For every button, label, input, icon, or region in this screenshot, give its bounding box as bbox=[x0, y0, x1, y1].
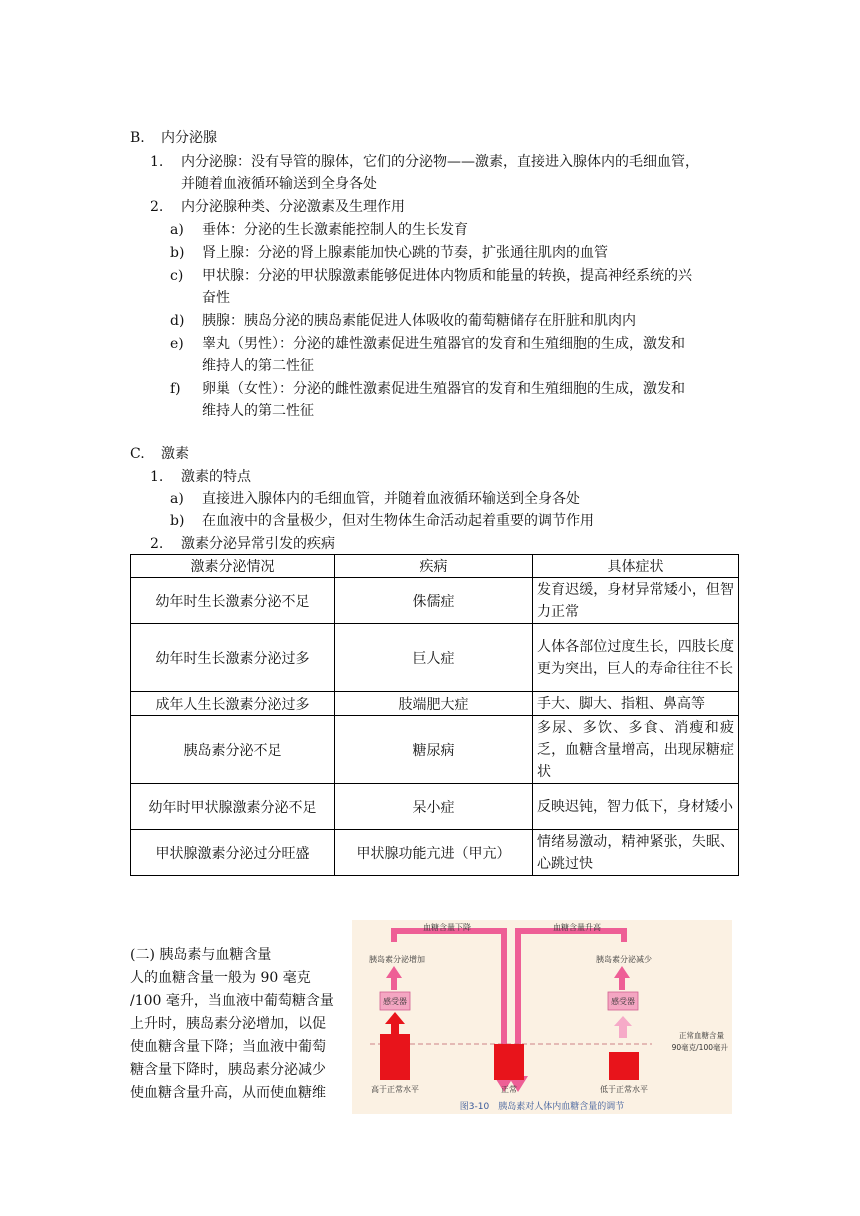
table-row bbox=[131, 578, 739, 624]
table-cell-disease: 巨人症 bbox=[335, 624, 533, 692]
sub-item-e-line-1: 睾丸（男性）：分泌的雄性激素促进生殖器官的发育和生殖细胞的生成，激发和 bbox=[202, 336, 685, 352]
section-b-item-2-num: 2. bbox=[150, 199, 164, 215]
right-column-label: 胰岛素分泌减少 bbox=[596, 955, 652, 964]
insulin-line: 人的血糖含量一般为 90 毫克 bbox=[130, 970, 311, 986]
table-header-row bbox=[131, 555, 739, 578]
insulin-line: /100 毫升，当血液中葡萄糖含量 bbox=[130, 993, 334, 1009]
left-sensor-label: 感受器 bbox=[383, 997, 407, 1006]
insulin-section bbox=[130, 944, 340, 1105]
table-row bbox=[131, 624, 739, 692]
sub-item-f-letter: f) bbox=[170, 381, 181, 397]
table-cell-condition: 成年人生长激素分泌过多 bbox=[131, 692, 335, 716]
table-cell-condition: 甲状腺激素分泌过分旺盛 bbox=[131, 830, 335, 876]
c-sub-item-a-letter: a) bbox=[170, 491, 184, 507]
top-left-label: 血糖含量下降 bbox=[423, 923, 471, 932]
insulin-line: 上升时，胰岛素分泌增加，以促 bbox=[130, 1016, 326, 1032]
table-row bbox=[131, 716, 739, 784]
sub-item-b-letter: b) bbox=[170, 245, 185, 261]
section-b-item-1-num: 1. bbox=[150, 154, 164, 170]
section-c-item-2-text: 激素分泌异常引发的疾病 bbox=[181, 536, 335, 552]
sub-item-d-text: 胰腺：胰岛分泌的胰岛素能促进人体吸收的葡萄糖储存在肝脏和肌肉内 bbox=[202, 313, 636, 329]
section-c-title: 激素 bbox=[161, 446, 189, 462]
bar-low bbox=[609, 1052, 639, 1080]
table-header-disease: 疾病 bbox=[335, 555, 533, 578]
section-b-label: B. bbox=[130, 130, 145, 146]
sub-item-c-line-2: 奋性 bbox=[202, 290, 230, 306]
table-cell-disease: 侏儒症 bbox=[335, 578, 533, 624]
sub-item-b-text: 肾上腺：分泌的肾上腺素能加快心跳的节奏，扩张通往肌肉的血管 bbox=[202, 245, 608, 261]
sub-item-f-line-2: 维持人的第二性征 bbox=[202, 403, 314, 419]
sub-item-a-letter: a) bbox=[170, 222, 184, 238]
table-cell-symptoms: 多尿、多饮、多食、消瘦和疲乏，血糖含量增高，出现尿糖症状 bbox=[533, 716, 739, 784]
table-cell-disease: 呆小症 bbox=[335, 784, 533, 830]
sub-item-e-letter: e) bbox=[170, 336, 184, 352]
section-c-item-2-num: 2. bbox=[150, 536, 164, 552]
section-c-item-1-text: 激素的特点 bbox=[181, 469, 251, 485]
insulin-line: 使血糖含量下降；当血液中葡萄 bbox=[130, 1039, 326, 1055]
insulin-line: 糖含量下降时，胰岛素分泌减少 bbox=[130, 1062, 326, 1078]
section-c-label: C. bbox=[130, 446, 145, 462]
insulin-line: 使血糖含量升高，从而使血糖维 bbox=[130, 1085, 326, 1101]
insulin-regulation-figure bbox=[352, 920, 732, 1114]
table-cell-symptoms: 情绪易激动，精神紧张，失眠、心跳过快 bbox=[533, 830, 739, 876]
left-column-label: 胰岛素分泌增加 bbox=[369, 955, 425, 964]
sub-item-e-line-2: 维持人的第二性征 bbox=[202, 358, 314, 374]
sub-item-a-text: 垂体：分泌的生长激素能控制人的生长发育 bbox=[202, 222, 468, 238]
table-header-symptoms: 具体症状 bbox=[533, 555, 739, 578]
section-c-item-1-num: 1. bbox=[150, 469, 164, 485]
section-b-item-1-line-1: 内分泌腺：没有导管的腺体，它们的分泌物——激素，直接进入腺体内的毛细血管， bbox=[181, 154, 699, 170]
insulin-regulation-diagram bbox=[352, 920, 732, 1114]
table-cell-condition: 幼年时甲状腺激素分泌不足 bbox=[131, 784, 335, 830]
table-cell-disease: 肢端肥大症 bbox=[335, 692, 533, 716]
c-sub-item-b-letter: b) bbox=[170, 513, 185, 529]
bar-high bbox=[380, 1034, 410, 1080]
normal-level-label-1: 正常血糖含量 bbox=[679, 1031, 724, 1040]
table-cell-symptoms: 手大、脚大、指粗、鼻高等 bbox=[533, 692, 739, 716]
section-b-item-1-line-2: 并随着血液循环输送到全身各处 bbox=[181, 176, 377, 192]
section-b-title: 内分泌腺 bbox=[161, 130, 217, 146]
bar-normal bbox=[494, 1044, 524, 1080]
top-right-label: 血糖含量升高 bbox=[553, 923, 601, 932]
table-cell-condition: 胰岛素分泌不足 bbox=[131, 716, 335, 784]
table-cell-disease: 甲状腺功能亢进（甲亢） bbox=[335, 830, 533, 876]
table-row bbox=[131, 830, 739, 876]
sub-item-f-line-1: 卵巢（女性）：分泌的雌性激素促进生殖器官的发育和生殖细胞的生成，激发和 bbox=[202, 381, 685, 397]
table-cell-symptoms: 人体各部位过度生长，四肢长度更为突出，巨人的寿命往往不长 bbox=[533, 624, 739, 692]
table-row bbox=[131, 784, 739, 830]
bar-label-normal: 正常 bbox=[501, 1085, 517, 1094]
table-cell-disease: 糖尿病 bbox=[335, 716, 533, 784]
normal-level-label-2: 90毫克/100毫升 bbox=[671, 1043, 728, 1052]
right-sensor-label: 感受器 bbox=[611, 997, 635, 1006]
bar-label-high: 高于正常水平 bbox=[371, 1085, 419, 1094]
table-cell-symptoms: 发育迟缓，身材异常矮小，但智力正常 bbox=[533, 578, 739, 624]
insulin-heading: (二) 胰岛素与血糖含量 bbox=[130, 947, 272, 963]
table-header-condition: 激素分泌情况 bbox=[131, 555, 335, 578]
table-cell-condition: 幼年时生长激素分泌过多 bbox=[131, 624, 335, 692]
c-sub-item-b-text: 在血液中的含量极少，但对生物体生命活动起着重要的调节作用 bbox=[202, 513, 594, 529]
section-b-item-2-text: 内分泌腺种类、分泌激素及生理作用 bbox=[181, 199, 405, 215]
c-sub-item-a-text: 直接进入腺体内的毛细血管，并随着血液循环输送到全身各处 bbox=[202, 491, 580, 507]
sub-item-c-letter: c) bbox=[170, 268, 184, 284]
sub-item-d-letter: d) bbox=[170, 313, 185, 329]
table-row bbox=[131, 692, 739, 716]
disease-table bbox=[130, 554, 739, 876]
figure-caption: 图3-10 胰岛素对人体内血糖含量的调节 bbox=[459, 1102, 625, 1112]
table-cell-symptoms: 反映迟钝，智力低下，身材矮小 bbox=[533, 784, 739, 830]
table-cell-condition: 幼年时生长激素分泌不足 bbox=[131, 578, 335, 624]
sub-item-c-line-1: 甲状腺：分泌的甲状腺激素能够促进体内物质和能量的转换，提高神经系统的兴 bbox=[202, 268, 692, 284]
bar-label-low: 低于正常水平 bbox=[600, 1085, 648, 1094]
